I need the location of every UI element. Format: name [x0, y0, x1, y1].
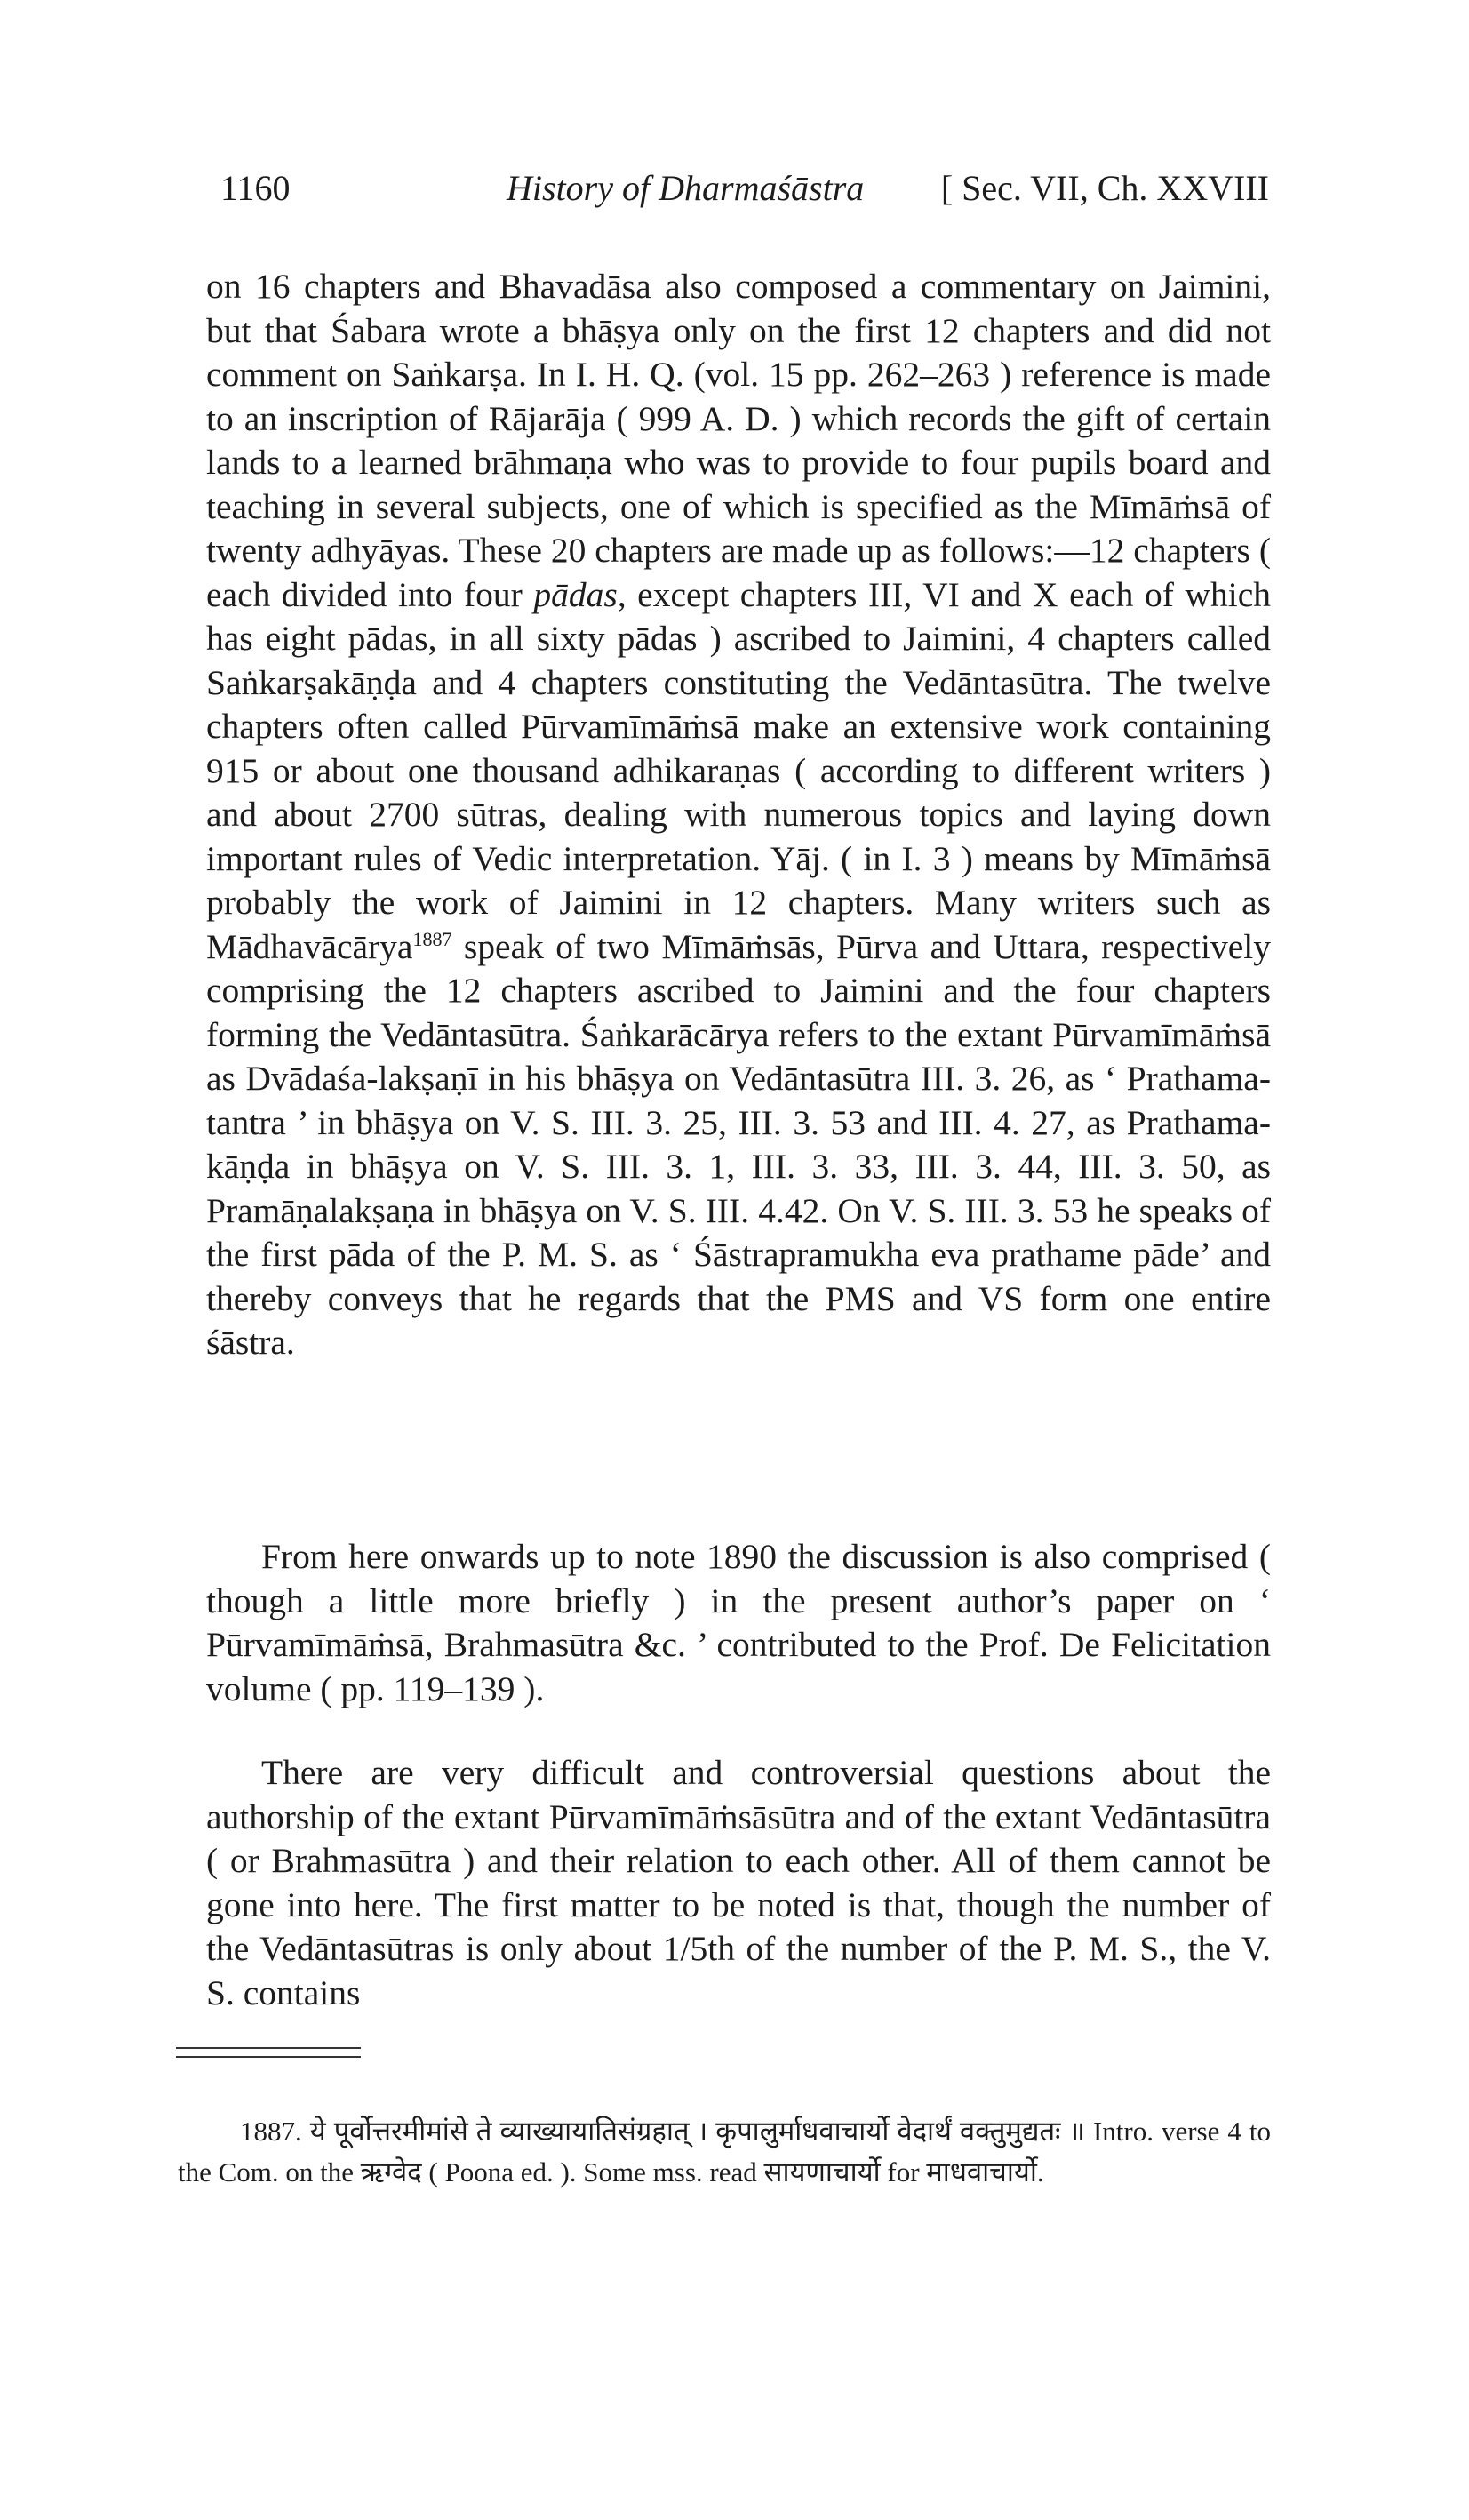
running-header	[220, 167, 1269, 220]
section-label: [ Sec. VII, Ch. XXVIII	[940, 168, 1269, 208]
paragraph-1-part-c: speak of two Mīmāṁsās, Pūrva and Uttara, respectively comprising the 12 chapters ascribed to Jaimini and the four chapters forming the Vedāntasūtra. Śaṅkarācārya refers to the extant Pūrvamīmāṁsā as Dvādaśa-lakṣaṇī in his bhāṣya on Vedāntasūtra III. 3. 26, as ‘ Prathama-tantra ’ in bhāṣya on V. S. III. 3. 25, III. 3. 53 and III. 4. 27, as Prathama-kāṇḍa in bhāṣya on V. S. III. 3. 1, III. 3. 33, III. 3. 44, III. 3. 50, as Pramāṇalakṣaṇa in bhāṣya on V. S. III. 4.42. On V. S. III. 3. 53 he speaks of the first pāda of the P. M. S. as ‘ Śāstrapramukha eva prathame pāde’ and thereby conveys that he regards that the PMS and VS form one entire śāstra.	[206, 926, 1271, 1362]
footnote-reference[interactable]: 1887	[412, 927, 452, 950]
footnote-1887	[178, 2111, 1271, 2193]
italic-word: pādas,	[533, 574, 627, 614]
paragraph-3	[206, 1751, 1271, 2015]
paragraph-3-text: There are very difficult and controversial questions about the authorship of the extant Pūrvamīmāṁsāsūtra and of the extant Vedāntasūtra ( or Brahmasūtra ) and their relation to each other. All of them cannot be gone into here. The first matter to be noted is that, though the number of the Vedāntasūtras is only about 1/5th of the number of the P. M. S., the V. S. contains	[206, 1753, 1271, 2012]
footnote-rule-bottom	[176, 2056, 361, 2058]
paragraph-1-part-a: on 16 chapters and Bhavadāsa also composed a commentary on Jaimini, but that Śabara wrote a bhāṣya only on the first 12 chapters and did not comment on Saṅkarṣa. In I. H. Q. (vol. 15 pp. 262–263 ) reference is made to an inscription of Rājarāja ( 999 A. D. ) which records the gift of certain lands to a learned brāhmaṇa who was to provide to four pupils board and teaching in several subjects, one of which is specified as the Mīmāṁsā of twenty adhyāyas. These 20 chapters are made up as follows:—12 chapters ( each divided into four	[206, 267, 1271, 614]
page-number: 1160	[220, 168, 291, 208]
footnote-number: 1887.	[240, 2116, 302, 2147]
paragraph-2-text: From here onwards up to note 1890 the discussion is also comprised ( though a little more briefly ) in the present author’s paper on ‘ Pūrvamīmāṁsā, Brahmasūtra &c. ’ contributed to the Prof. De Felicitation volume ( pp. 119–139 ).	[206, 1537, 1271, 1708]
paragraph-1	[206, 265, 1271, 1365]
paragraph-2	[206, 1535, 1271, 1711]
paragraph-1-part-b: except chapters III, VI and X each of which has eight pādas, in all sixty pādas ) ascribed to Jaimini, 4 chapters called Saṅkarṣakāṇḍa and 4 chapters constituting the Vedāntasūtra. The twelve chapters often called Pūrvamīmāṁsā make an extensive work containing 915 or about one thousand adhikaraṇas ( according to different writers ) and about 2700 sūtras, dealing with numerous topics and laying down important rules of Vedic interpretation. Yāj. ( in I. 3 ) means by Mīmāṁsā probably the work of Jaimini in 12 chapters. Many writers such as Mādhavācārya	[206, 574, 1271, 966]
footnote-text: ये पूर्वोत्तरमीमांसे ते व्याख्यायातिसंग्रहात् । कृपालुर्माधवाचार्यो वेदार्थं वक्तुमुद्यतः ॥ Intro. verse 4 to the Com. on the ऋग्वेद ( Poona ed. ). Some mss. read सायणाचार्यो for माधवाचार्यो.	[178, 2116, 1271, 2188]
paragraph-1-text	[206, 265, 1271, 1365]
running-title: History of Dharmaśāstra	[507, 168, 865, 208]
footnote-rule-top	[176, 2047, 361, 2049]
